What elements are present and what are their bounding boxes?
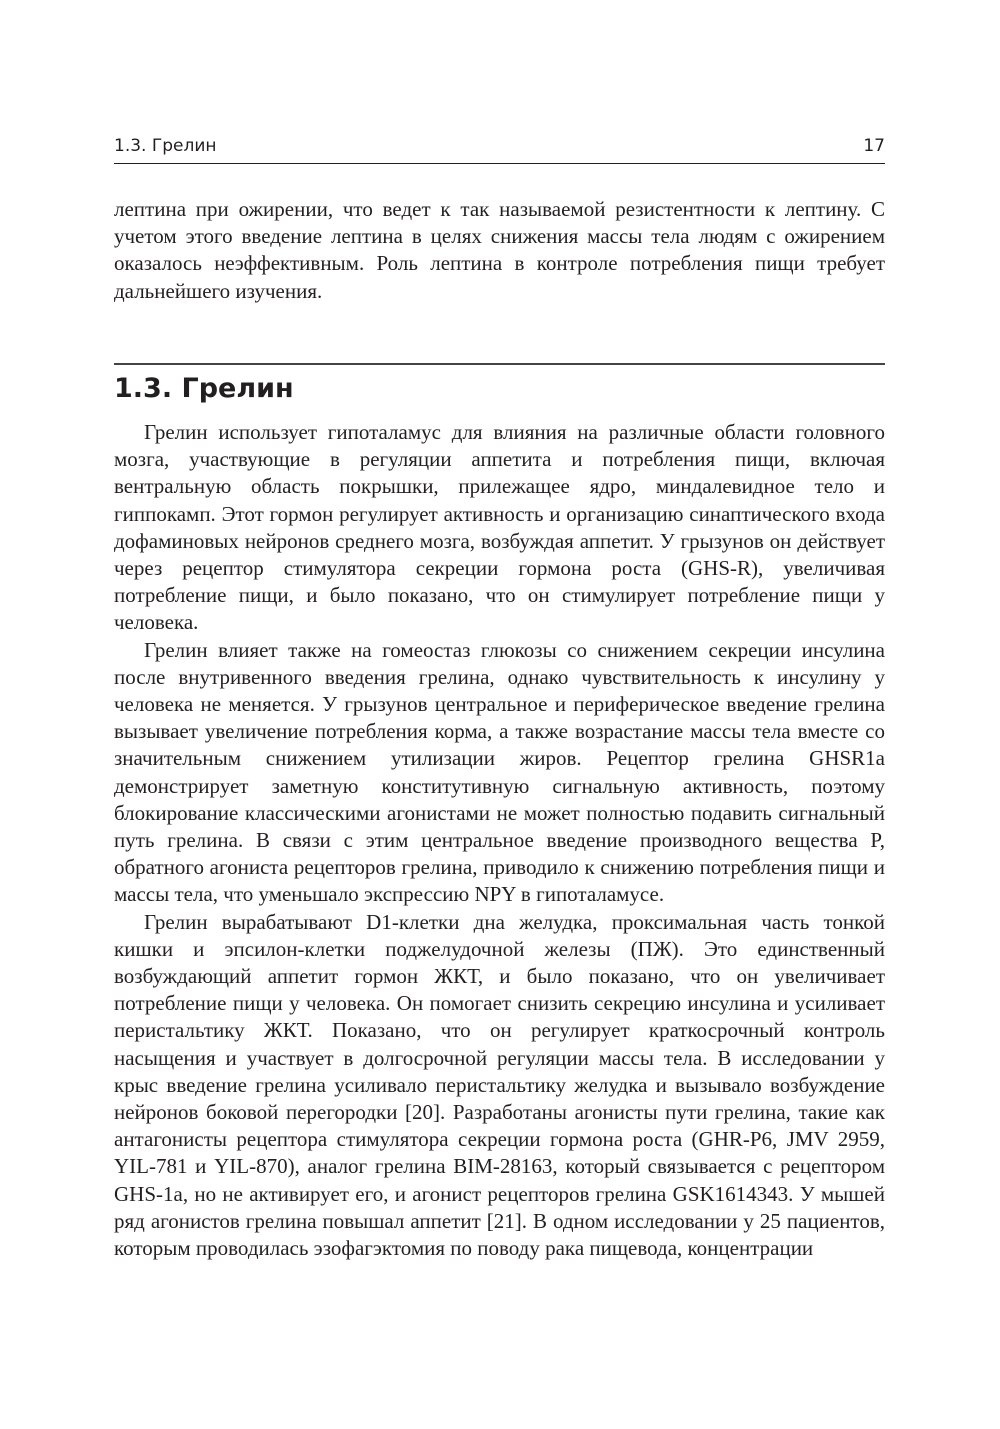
page-number: 17	[863, 136, 885, 156]
intro-text	[114, 196, 885, 305]
running-head-title: 1.3. Грелин	[114, 136, 217, 156]
intro-paragraph: лептина при ожирении, что ведет к так называемой резистентности к лептину. С учетом этого введение лептина в целях снижения массы тела людям с ожирением оказалось неэффективным. Роль лептина в контроле потребления пищи требует дальнейшего изучения.	[114, 197, 885, 303]
section-divider	[114, 363, 885, 365]
paragraph-1: Грелин использует гипоталамус для влияния на различные области головного мозга, участвующие в регуляции аппетита и потребления пищи, включая вентральную область покрышки, прилежащее ядро, миндалевидное тело и гиппокамп. Этот гормон регулирует активность и организацию синаптического входа дофаминовых нейронов среднего мозга, возбуждая аппетит. У грызунов он действует через рецептор стимулятора секреции гормона роста (GHS-R), увеличивая потребление пищи, и было показано, что он стимулирует потребление пищи у человека.	[114, 420, 885, 635]
paragraph-2: Грелин влияет также на гомеостаз глюкозы со снижением секреции инсулина после внутривенного введения грелина, однако чувствительность к инсулину у человека не меняется. У грызунов центральное и периферическое введение грелина вызывает увеличение потребления корма, а также возрастание массы тела вместе со значительным снижением утилизации жиров. Рецептор грелина GHSR1a демонстрирует заметную конститутивную сигнальную активность, поэтому блокирование классическими агонистами не может полностью подавить сигнальный путь грелина. В связи с этим центральное введение производного вещества P, обратного агониста рецепторов грелина, приводило к снижению потребления пищи и массы тела, что уменьшало экспрессию NPY в гипоталамусе.	[114, 637, 885, 907]
section-body	[114, 419, 885, 1262]
section-heading: 1.3. Грелин	[114, 373, 294, 404]
paragraph-3: Грелин вырабатывают D1-клетки дна желудка, проксимальная часть тонкой кишки и эпсилон-клетки поджелудочной железы (ПЖ). Это единственный возбуждающий аппетит гормон ЖКТ, и было показано, что он увеличивает потребление пищи у человека. Он помогает снизить секрецию инсулина и усиливает перистальтику ЖКТ. Показано, что он регулирует краткосрочный контроль насыщения и участвует в долгосрочной регуляции массы тела. В исследовании у крыс введение грелина усиливало перистальтику желудка и вызывало возбуждение нейронов боковой перегородки [20]. Разработаны агонисты пути грелина, такие как антагонисты рецептора стимулятора секреции гормона роста (GHR-P6, JMV 2959, YIL-781 и YIL-870), аналог грелина BIM-28163, который связывается с рецептором GHS-1a, но не активирует его, и агонист рецепторов грелина GSK1614343. У мышей ряд агонистов грелина повышал аппетит [21]. В одном исследовании у 25 пациентов, которым проводилась эзофагэктомия по поводу рака пищевода, концентрации	[114, 909, 885, 1261]
running-head	[114, 134, 885, 158]
header-divider	[114, 163, 885, 164]
